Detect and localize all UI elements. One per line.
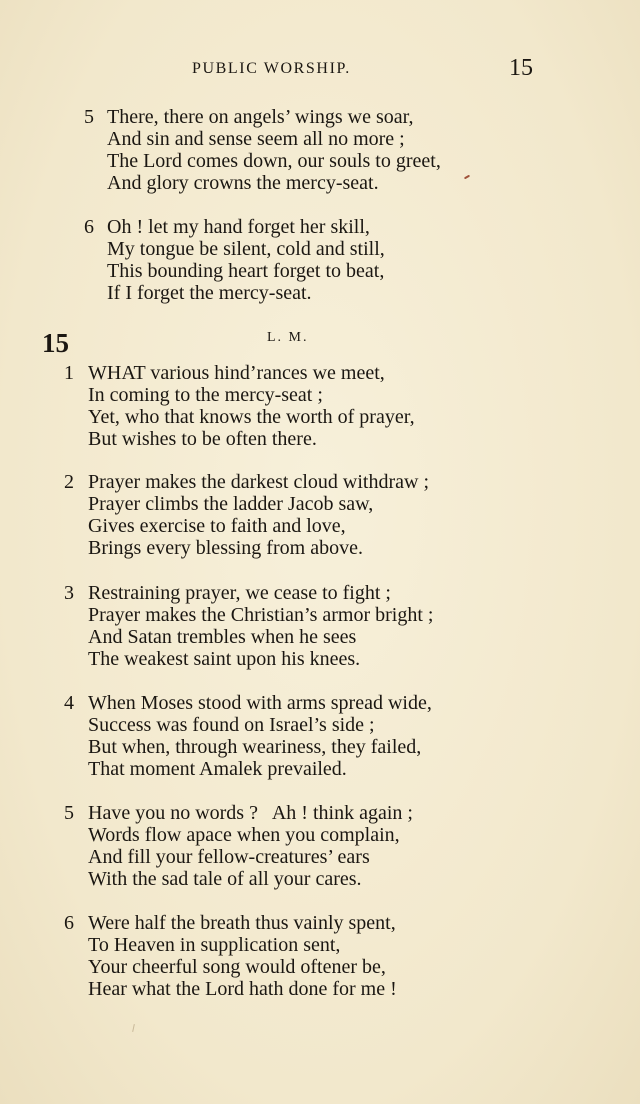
hymn-verse <box>64 692 432 780</box>
verse-line: And Satan trembles when he sees <box>88 626 357 648</box>
previous-hymn-verse <box>84 216 385 304</box>
verse-number: 5 <box>64 802 74 824</box>
verse-line: My tongue be silent, cold and still, <box>107 238 385 260</box>
verse-line: If I forget the mercy-seat. <box>107 282 312 304</box>
verse-line: Prayer makes the darkest cloud withdraw ; <box>88 471 430 493</box>
hymn-verse <box>64 802 413 890</box>
running-head <box>0 55 640 82</box>
hymn-number: 15 <box>42 328 69 358</box>
verse-number: 3 <box>64 582 74 604</box>
verse-line: And sin and sense seem all no more ; <box>107 128 405 150</box>
hymn-verse <box>64 582 433 670</box>
verse-line: But when, through weariness, they failed, <box>88 736 422 758</box>
verse-number: 6 <box>84 216 94 238</box>
verse-number: 6 <box>64 912 74 934</box>
verse-number: 1 <box>64 362 74 384</box>
verse-line: Have you no words ? Ah ! think again ; <box>88 802 413 824</box>
verse-number: 4 <box>64 692 74 714</box>
verse-line: Brings every blessing from above. <box>88 537 363 559</box>
verse-line: Restraining prayer, we cease to fight ; <box>88 582 391 604</box>
verse-line: Gives exercise to faith and love, <box>88 515 346 537</box>
verse-line: And glory crowns the mercy-seat. <box>107 172 379 194</box>
page-number: 15 <box>509 55 533 81</box>
verse-line: And fill your fellow-creatures’ ears <box>88 846 370 868</box>
verse-line: Hear what the Lord hath done for me ! <box>88 978 397 1000</box>
verse-line: To Heaven in supplication sent, <box>88 934 341 956</box>
verse-line: Yet, who that knows the worth of prayer, <box>88 406 415 428</box>
verse-number: 2 <box>64 471 74 493</box>
verse-line: Prayer makes the Christian’s armor bright ; <box>88 604 434 626</box>
verse-line: That moment Amalek prevailed. <box>88 758 347 780</box>
verse-line: The Lord comes down, our souls to greet, <box>107 150 441 172</box>
verse-number: 5 <box>84 106 94 128</box>
hymn-verse <box>64 471 429 559</box>
verse-line: Your cheerful song would oftener be, <box>88 956 386 978</box>
verse-line: Words flow apace when you complain, <box>88 824 400 846</box>
hymn-verse <box>64 912 397 1000</box>
verse-line: Oh ! let my hand forget her skill, <box>107 216 370 238</box>
verse-line: This bounding heart forget to beat, <box>107 260 385 282</box>
previous-hymn-verse <box>84 106 441 194</box>
hymn-meter: L. M. <box>267 330 309 345</box>
ink-speck <box>464 175 470 180</box>
hymn-verse <box>64 362 415 450</box>
verse-line: The weakest saint upon his knees. <box>88 648 361 670</box>
verse-line: But wishes to be often there. <box>88 428 317 450</box>
verse-line: Success was found on Israel’s side ; <box>88 714 375 736</box>
paper-mark <box>132 1024 135 1032</box>
verse-line: There, there on angels’ wings we soar, <box>107 106 414 128</box>
verse-line: Prayer climbs the ladder Jacob saw, <box>88 493 374 515</box>
verse-line: When Moses stood with arms spread wide, <box>88 692 432 714</box>
verse-line: WHAT various hind’rances we meet, <box>88 362 385 384</box>
verse-line: With the sad tale of all your cares. <box>88 868 362 890</box>
running-title: PUBLIC WORSHIP. <box>192 60 351 77</box>
verse-line: Were half the breath thus vainly spent, <box>88 912 396 934</box>
verse-line: In coming to the mercy-seat ; <box>88 384 323 406</box>
